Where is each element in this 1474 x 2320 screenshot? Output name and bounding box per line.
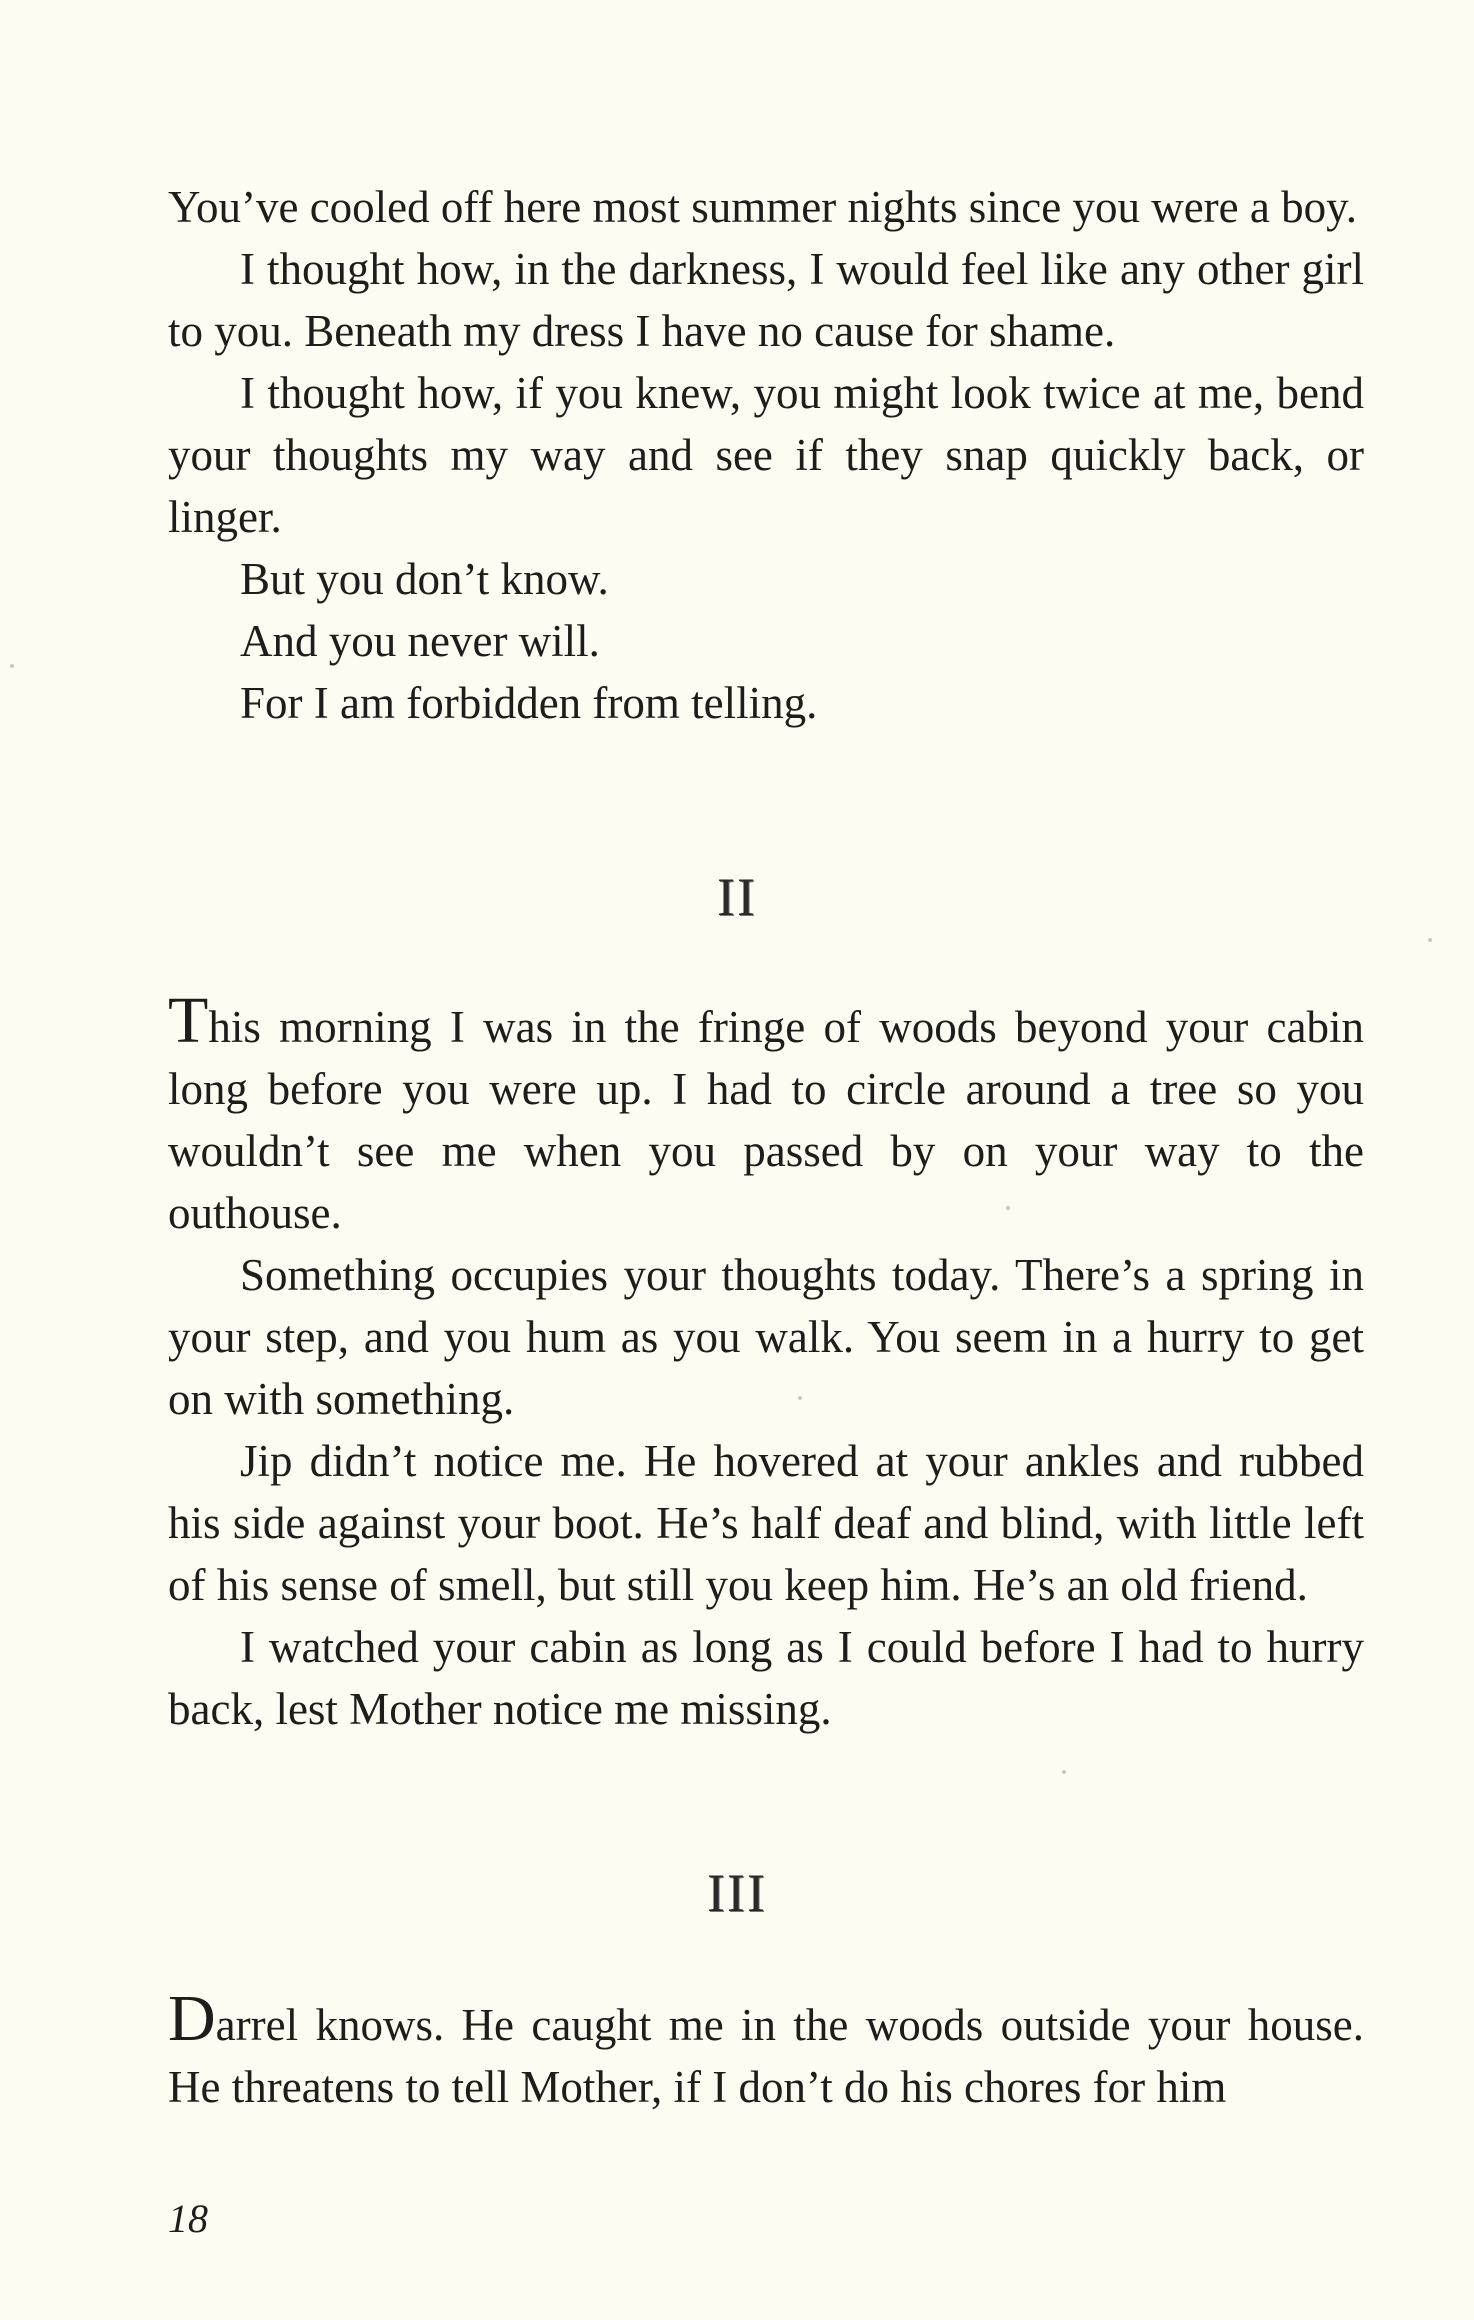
section-heading-ii: II [717, 867, 757, 927]
paragraph: For I am forbidden from telling. [240, 678, 818, 728]
paragraph-text: his morning I was in the fringe of woods beyond your cabin long before you were up. I had to circle around a tree so you wouldn’t see me when you passed by on your way to the outhouse. [168, 1002, 1364, 1238]
paragraph: But you don’t know. [240, 554, 609, 604]
page-number: 18 [168, 2196, 208, 2241]
drop-cap: D [168, 1982, 216, 2055]
scan-speck [1062, 1770, 1066, 1774]
paragraph: Jip didn’t notice me. He hovered at your ankles and rubbed his side against your boot. He’s half deaf and blind, with little left of his sense of smell, but still you keep him. He’s an old friend. [168, 1436, 1364, 1610]
paragraph: Something occupies your thoughts today. There’s a spring in your step, and you hum as you walk. You seem in a hurry to get on with something. [168, 1250, 1364, 1424]
paragraph [168, 984, 1364, 1244]
paragraph: I thought how, in the darkness, I would feel like any other girl to you. Beneath my dress I have no cause for shame. [168, 244, 1364, 356]
section-2-text [168, 984, 1364, 1740]
paragraph: I watched your cabin as long as I could before I had to hurry back, lest Mother notice me missing. [168, 1622, 1364, 1734]
section-heading-iii: III [707, 1863, 767, 1923]
scan-speck [10, 664, 14, 668]
paragraph: And you never will. [240, 616, 600, 666]
scan-speck [1428, 938, 1432, 942]
scan-speck [1006, 1206, 1010, 1210]
paragraph-text: arrel knows. He caught me in the woods outside your house. He threatens to tell Mother, if I don’t do his chores for him [168, 2000, 1364, 2112]
paragraph [168, 1982, 1364, 2118]
section-1-text [168, 176, 1364, 734]
paragraph: I thought how, if you knew, you might look twice at me, bend your thoughts my way and see if they snap quickly back, or linger. [168, 368, 1364, 542]
section-3-text [168, 1982, 1364, 2118]
paragraph: You’ve cooled off here most summer nights since you were a boy. [168, 182, 1357, 232]
scan-speck [798, 1396, 802, 1400]
drop-cap: T [168, 984, 209, 1057]
